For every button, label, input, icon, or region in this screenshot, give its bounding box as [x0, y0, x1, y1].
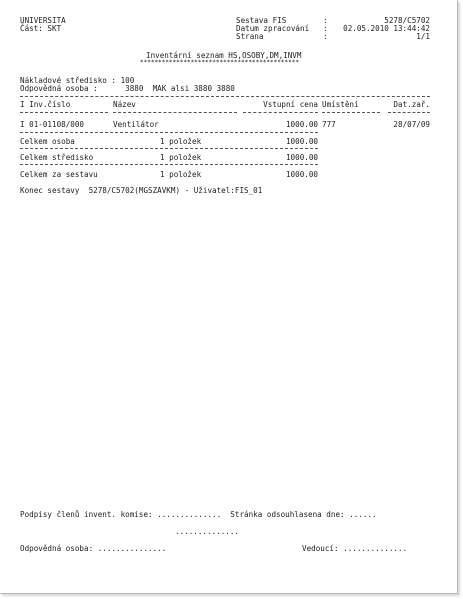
page-colon: : — [323, 32, 328, 41]
end-of-report-line: Konec sestavy 5278/C5702(MGSZAVKM) - Uživatel:FIS_01 — [20, 186, 263, 195]
total-count: 1 položek — [160, 153, 202, 162]
total-price: 1000.00 — [285, 137, 318, 146]
col-header-date: Dat.zař. — [393, 100, 430, 109]
col-header-price: Vstupní cena — [263, 100, 318, 109]
row-item-name: Ventilátor — [113, 120, 159, 129]
separator — [20, 132, 318, 133]
col-header-name: Název — [113, 100, 136, 109]
head-signature-line: Vedoucí: .............. — [302, 544, 408, 553]
processed-colon: : — [323, 24, 328, 33]
report-id: 5278/C5702 — [384, 16, 430, 25]
total-label: Celkem středisko — [20, 153, 94, 162]
col-header-location: Umístění — [322, 100, 359, 109]
page-label: Strana — [236, 32, 264, 41]
row-inv-number: I 01-01108/000 — [20, 120, 85, 129]
responsible-signature-line: Odpovědná osoba: ............... — [20, 544, 167, 553]
responsible-person-line: Odpovědná osoba : 3880 MAK alsi 3880 3880 — [20, 84, 235, 93]
separator — [20, 112, 108, 113]
signature-dots-line: .............. — [175, 527, 240, 536]
separator — [388, 112, 430, 113]
total-price: 1000.00 — [285, 153, 318, 162]
total-label: Celkem za sestavu — [20, 170, 98, 179]
separator — [243, 112, 318, 113]
report-title: Inventární seznam HS,OSOBY,DM,INVM — [146, 51, 302, 60]
row-date: 28/07/09 — [393, 120, 430, 129]
separator — [113, 112, 237, 113]
title-underline: ******************************************** — [140, 59, 299, 66]
cost-center-line: Nákladové středisko : 100 — [20, 76, 135, 85]
col-header-inv: I Inv.číslo — [20, 100, 71, 109]
separator — [20, 164, 318, 165]
signatures-line: Podpisy členů invent. komise: .............. Stránka odsouhlasena dne: ...... — [20, 510, 377, 519]
row-location: 777 — [322, 120, 336, 129]
part-line: Část: SKT — [20, 24, 62, 33]
report-label: Sestava FIS — [236, 16, 287, 25]
total-price: 1000.00 — [285, 170, 318, 179]
page-value: 1/1 — [416, 32, 430, 41]
total-count: 1 položek — [160, 137, 202, 146]
total-count: 1 položek — [160, 170, 202, 179]
processed-label: Datum zpracování — [236, 24, 310, 33]
report-colon: : — [323, 16, 328, 25]
row-price: 1000.00 — [285, 120, 318, 129]
separator — [322, 112, 380, 113]
separator — [20, 148, 318, 149]
company-name: UNIVERSITA — [20, 16, 66, 25]
separator — [20, 96, 430, 97]
processed-value: 02.05.2010 13:44:42 — [343, 24, 430, 33]
total-label: Celkem osoba — [20, 137, 75, 146]
